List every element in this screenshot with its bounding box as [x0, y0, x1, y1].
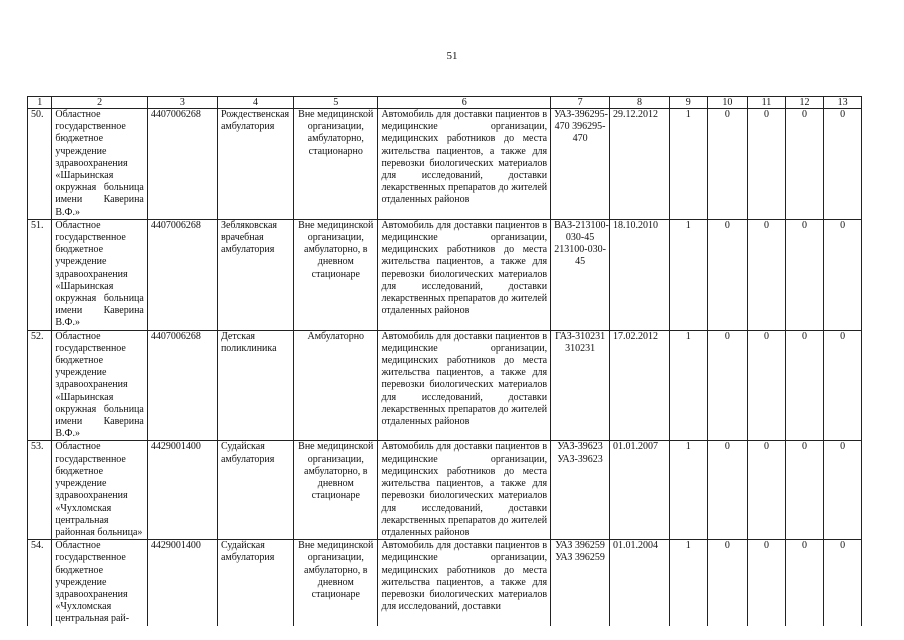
vehicle-model-cell: УАЗ 396259 УАЗ 396259: [551, 540, 610, 626]
inn-cell: 4429001400: [147, 441, 217, 540]
table-row: [28, 330, 862, 441]
count-cell: 0: [785, 540, 824, 626]
row-number-cell: 54.: [28, 540, 52, 626]
service-mode-cell: Амбулаторно: [294, 330, 378, 441]
registration-date-cell: 17.02.2012: [610, 330, 670, 441]
subdivision-cell: Судайская амбулатория: [217, 441, 293, 540]
registration-date-cell: 01.01.2007: [610, 441, 670, 540]
count-cell: 1: [669, 109, 707, 220]
subdivision-cell: Рождественская амбулатория: [217, 109, 293, 220]
column-header: 10: [707, 97, 748, 109]
vehicle-purpose-cell: Автомобиль для доставки пациентов в медицинские организации, медицинских работников до места жительства пациентов, а также для перевозки биологических материалов для исследований, доставки: [378, 540, 551, 626]
page-number: 51: [446, 50, 458, 62]
count-cell: 0: [707, 441, 748, 540]
column-header: 13: [824, 97, 862, 109]
count-cell: 0: [748, 330, 786, 441]
vehicle-model-cell: ГАЗ-310231 310231: [551, 330, 610, 441]
count-cell: 0: [824, 109, 862, 220]
count-cell: 0: [824, 540, 862, 626]
count-cell: 0: [707, 219, 748, 330]
table-row: [28, 540, 862, 626]
count-cell: 0: [707, 330, 748, 441]
row-number-cell: 52.: [28, 330, 52, 441]
column-header: 7: [551, 97, 610, 109]
organization-cell: Областное государственное бюджетное учреждение здравоохранения «Шарьинская окружная больница имени Каверина В.Ф.»: [52, 109, 147, 220]
vehicle-model-cell: ВАЗ-213100-030-45 213100-030-45: [551, 219, 610, 330]
service-mode-cell: Вне медицинской организации, амбулаторно, в дневном стационаре: [294, 441, 378, 540]
vehicle-purpose-cell: Автомобиль для доставки пациентов в медицинские организации, медицинских работников до места жительства пациентов, а также для перевозки биологических материалов для исследований, доставки лекарственных препаратов до жителей отдаленных районов: [378, 330, 551, 441]
count-cell: 0: [707, 109, 748, 220]
subdivision-cell: Детская поликлиника: [217, 330, 293, 441]
count-cell: 0: [785, 441, 824, 540]
count-cell: 0: [748, 109, 786, 220]
table-row: [28, 109, 862, 220]
registration-date-cell: 01.01.2004: [610, 540, 670, 626]
service-mode-cell: Вне медицинской организации, амбулаторно, в дневном стационаре: [294, 219, 378, 330]
count-cell: 0: [748, 219, 786, 330]
vehicle-registry-table: [27, 96, 862, 626]
vehicle-model-cell: УАЗ-396295-470 396295-470: [551, 109, 610, 220]
organization-cell: Областное государственное бюджетное учреждение здравоохранения «Чухломская центральная рай-: [52, 540, 147, 626]
registration-date-cell: 18.10.2010: [610, 219, 670, 330]
row-number-cell: 53.: [28, 441, 52, 540]
inn-cell: 4429001400: [147, 540, 217, 626]
count-cell: 1: [669, 540, 707, 626]
count-cell: 0: [748, 540, 786, 626]
service-mode-cell: Вне медицинской организации, амбулаторно, в дневном стационаре: [294, 540, 378, 626]
column-header: 12: [785, 97, 824, 109]
subdivision-cell: Зебляковская врачебная амбулатория: [217, 219, 293, 330]
count-cell: 0: [824, 219, 862, 330]
subdivision-cell: Судайская амбулатория: [217, 540, 293, 626]
count-cell: 1: [669, 219, 707, 330]
count-cell: 0: [785, 330, 824, 441]
table-row: [28, 219, 862, 330]
count-cell: 0: [748, 441, 786, 540]
row-number-cell: 51.: [28, 219, 52, 330]
count-cell: 0: [785, 219, 824, 330]
column-header: 11: [748, 97, 786, 109]
count-cell: 1: [669, 441, 707, 540]
column-header: 9: [669, 97, 707, 109]
column-header: 4: [217, 97, 293, 109]
vehicle-purpose-cell: Автомобиль для доставки пациентов в медицинские организации, медицинских работников до места жительства пациентов, а также для перевозки биологических материалов для исследований, доставки лекарственных препаратов до жителей отдаленных районов: [378, 109, 551, 220]
table-row: [28, 441, 862, 540]
inn-cell: 4407006268: [147, 109, 217, 220]
count-cell: 0: [824, 330, 862, 441]
count-cell: 1: [669, 330, 707, 441]
inn-cell: 4407006268: [147, 219, 217, 330]
column-number-header-row: [28, 97, 862, 109]
count-cell: 0: [824, 441, 862, 540]
registration-date-cell: 29.12.2012: [610, 109, 670, 220]
column-header: 2: [52, 97, 147, 109]
count-cell: 0: [785, 109, 824, 220]
column-header: 8: [610, 97, 670, 109]
vehicle-model-cell: УАЗ-39623 УАЗ-39623: [551, 441, 610, 540]
vehicle-purpose-cell: Автомобиль для доставки пациентов в медицинские организации, медицинских работников до места жительства пациентов, а также для перевозки биологических материалов для исследований, доставки лекарственных препаратов до жителей отдаленных районов: [378, 441, 551, 540]
count-cell: 0: [707, 540, 748, 626]
column-header: 3: [147, 97, 217, 109]
row-number-cell: 50.: [28, 109, 52, 220]
organization-cell: Областное государственное бюджетное учреждение здравоохранения «Шарьинская окружная больница имени Каверина В.Ф.»: [52, 219, 147, 330]
vehicle-purpose-cell: Автомобиль для доставки пациентов в медицинские организации, медицинских работников до места жительства пациентов, а также для перевозки биологических материалов для исследований, доставки лекарственных препаратов до жителей отдаленных районов: [378, 219, 551, 330]
service-mode-cell: Вне медицинской организации, амбулаторно, стационарно: [294, 109, 378, 220]
inn-cell: 4407006268: [147, 330, 217, 441]
column-header: 6: [378, 97, 551, 109]
organization-cell: Областное государственное бюджетное учреждение здравоохранения «Чухломская центральная районная больница»: [52, 441, 147, 540]
organization-cell: Областное государственное бюджетное учреждение здравоохранения «Шарьинская окружная больница имени Каверина В.Ф.»: [52, 330, 147, 441]
column-header: 5: [294, 97, 378, 109]
column-header: 1: [28, 97, 52, 109]
